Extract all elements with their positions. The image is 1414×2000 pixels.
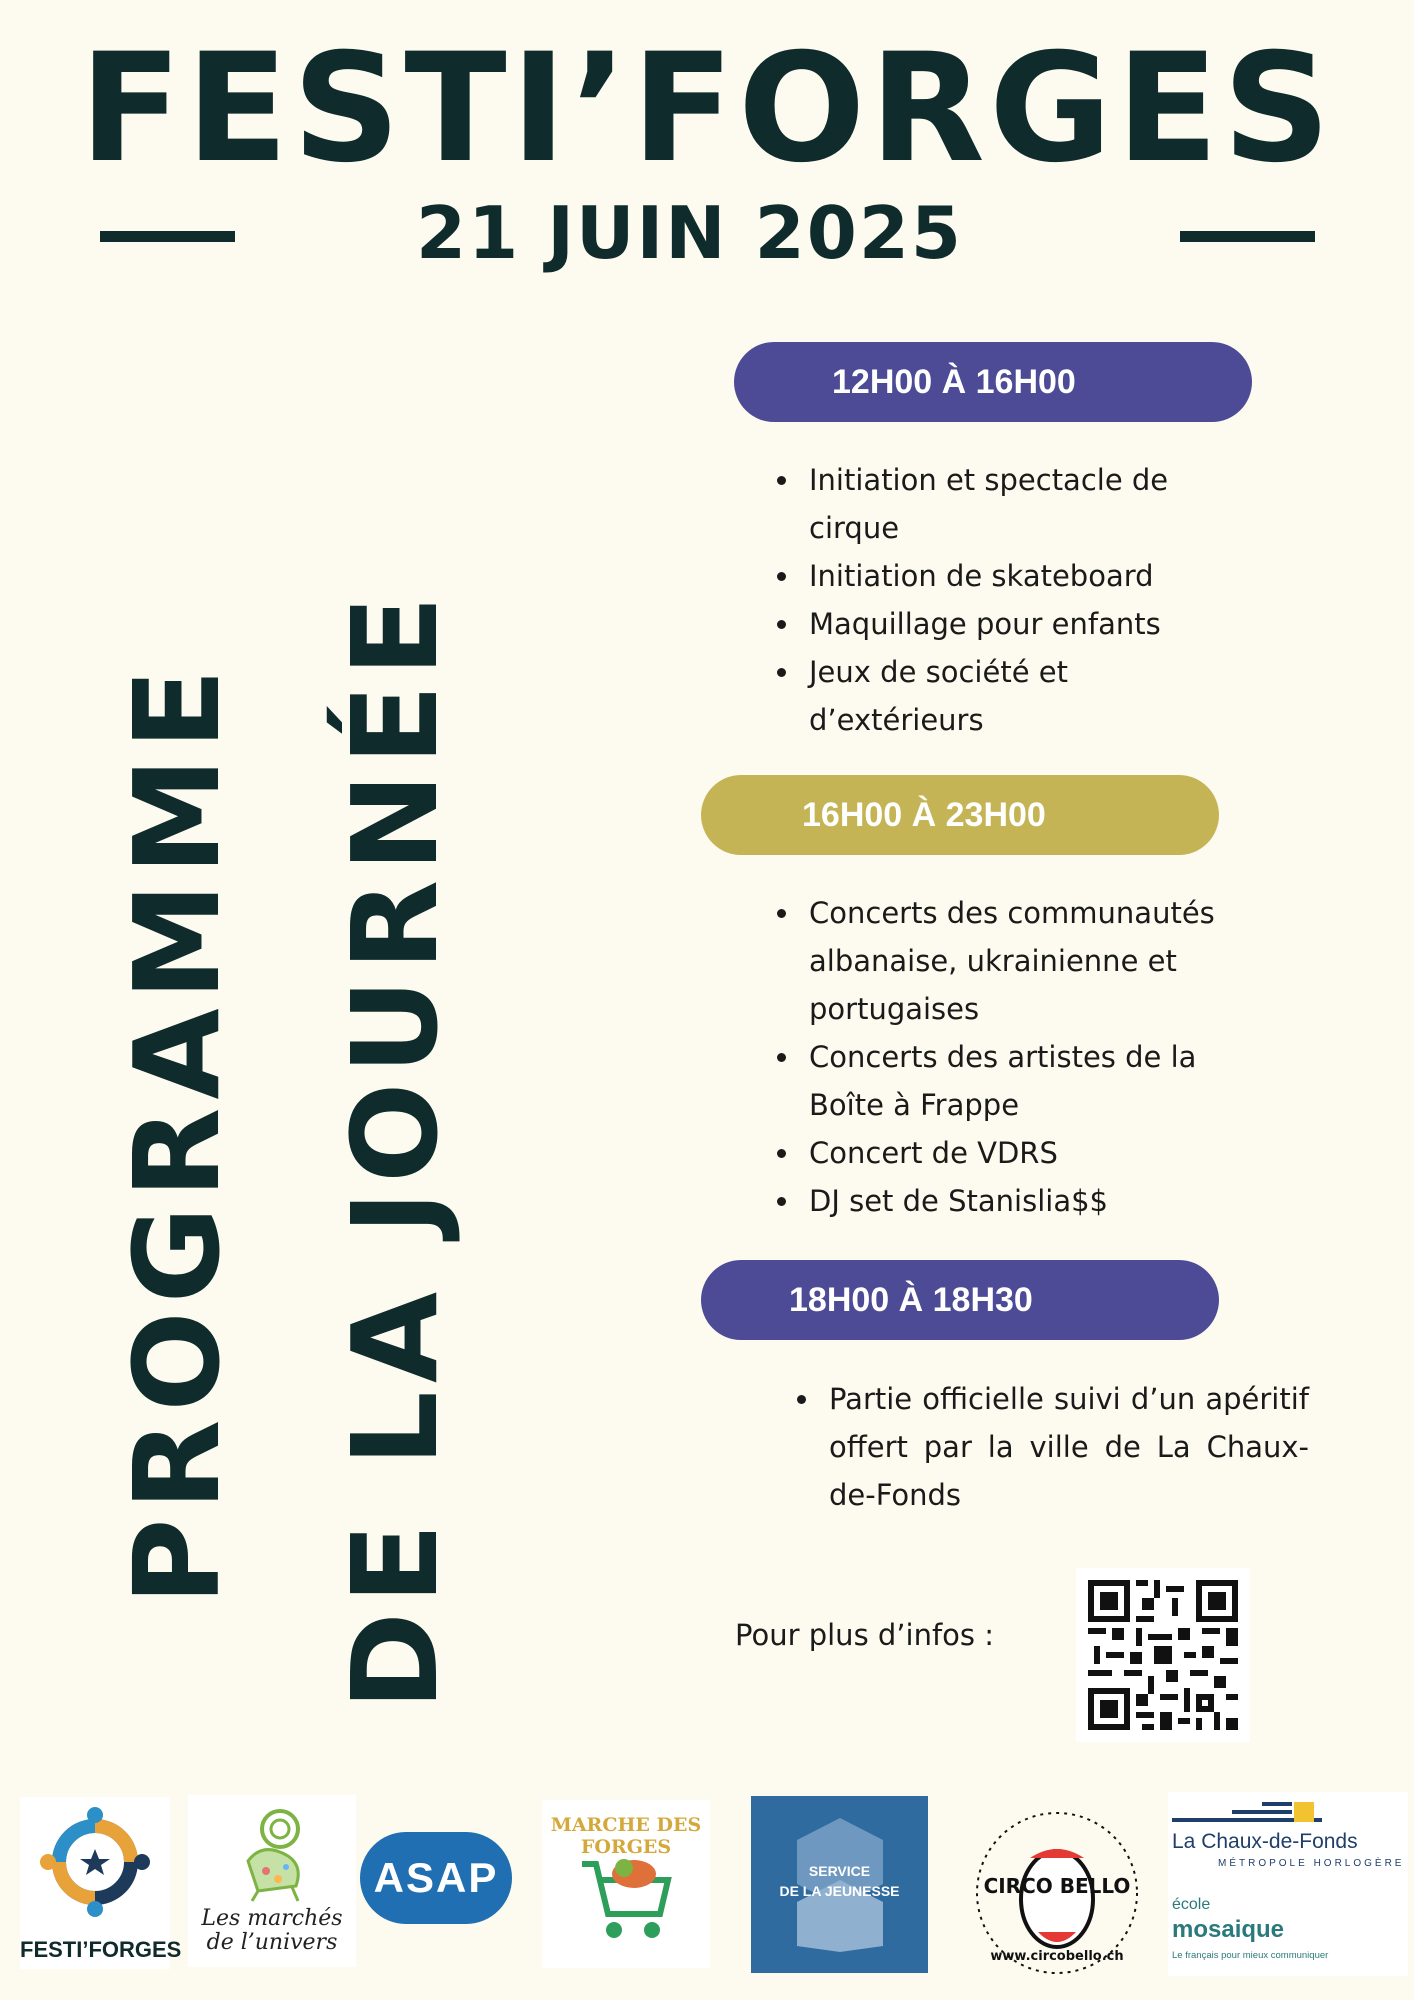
circobello-text: CIRCO BELLO bbox=[983, 1874, 1131, 1898]
event-title: FESTI’FORGES bbox=[79, 22, 1335, 196]
marche-des-forges-logo bbox=[542, 1800, 710, 1968]
list-item: Maquillage pour enfants bbox=[777, 600, 1247, 648]
programme-heading-line1: PROGRAMME bbox=[108, 660, 246, 1605]
marche-des-forges-text: MARCHE DES FORGES bbox=[550, 1814, 702, 1858]
circobello-logo bbox=[968, 1804, 1146, 1982]
city-name: La Chaux-de-Fonds bbox=[1172, 1830, 1358, 1853]
marches-univers-text: Les marchés de l’univers bbox=[201, 1906, 343, 1955]
list-item: Concerts des communautés albanaise, ukrainienne et portugaises bbox=[777, 889, 1249, 1033]
time-slot-3: 18H00 À 18H30 bbox=[701, 1260, 1219, 1340]
list-item: Partie officielle suivi d’un apéritif offert par la ville de La Chaux-de-Fonds bbox=[797, 1375, 1309, 1519]
more-info-label: Pour plus d’infos : bbox=[735, 1618, 995, 1652]
city-mosaique-logo bbox=[1168, 1792, 1408, 1976]
festiforges-logo-text: FESTI’FORGES bbox=[20, 1937, 182, 1962]
city-emblem-icon bbox=[1172, 1800, 1402, 1826]
marches-univers-logo bbox=[188, 1795, 356, 1967]
programme-heading-line2: DE LA JOURNÉE bbox=[326, 587, 464, 1710]
list-item: Jeux de société et d’extérieurs bbox=[777, 648, 1247, 744]
ecole-label: école bbox=[1172, 1896, 1211, 1913]
shopping-cart-icon bbox=[576, 1850, 676, 1950]
left-divider bbox=[100, 231, 235, 242]
right-divider bbox=[1180, 231, 1315, 242]
list-item: Initiation de skateboard bbox=[777, 552, 1247, 600]
time-slot-2: 16H00 À 23H00 bbox=[701, 775, 1219, 855]
list-item: Concert de VDRS bbox=[777, 1129, 1277, 1177]
list-item: Initiation et spectacle de cirque bbox=[777, 456, 1247, 552]
date-row bbox=[0, 188, 1414, 278]
list-item: DJ set de Stanislia$$ bbox=[777, 1177, 1277, 1225]
city-subtitle: MÉTROPOLE HORLOGÈRE bbox=[1218, 1858, 1405, 1869]
service-jeunesse-text: SERVICE DE LA JEUNESSE bbox=[779, 1863, 900, 1899]
chameleon-icon bbox=[218, 1801, 328, 1905]
time-slot-1: 12H00 À 16H00 bbox=[734, 342, 1252, 422]
qr-code-icon[interactable] bbox=[1076, 1568, 1250, 1742]
activity-list-1 bbox=[777, 456, 1247, 744]
festiforges-emblem-icon bbox=[40, 1807, 150, 1917]
activity-list-3 bbox=[797, 1375, 1309, 1519]
activity-list-2 bbox=[777, 889, 1277, 1225]
mosaique-label: mosaique bbox=[1172, 1916, 1285, 1943]
asap-logo: ASAP bbox=[360, 1832, 512, 1924]
list-item: Concerts des artistes de la Boîte à Frappe bbox=[777, 1033, 1249, 1129]
mosaique-tagline: Le français pour mieux communiquer bbox=[1172, 1950, 1329, 1961]
service-jeunesse-logo bbox=[751, 1796, 928, 1973]
circobello-url: www.circobello.ch bbox=[990, 1949, 1124, 1964]
event-date: 21 JUIN 2025 bbox=[416, 191, 964, 275]
festiforges-logo bbox=[20, 1797, 182, 1969]
